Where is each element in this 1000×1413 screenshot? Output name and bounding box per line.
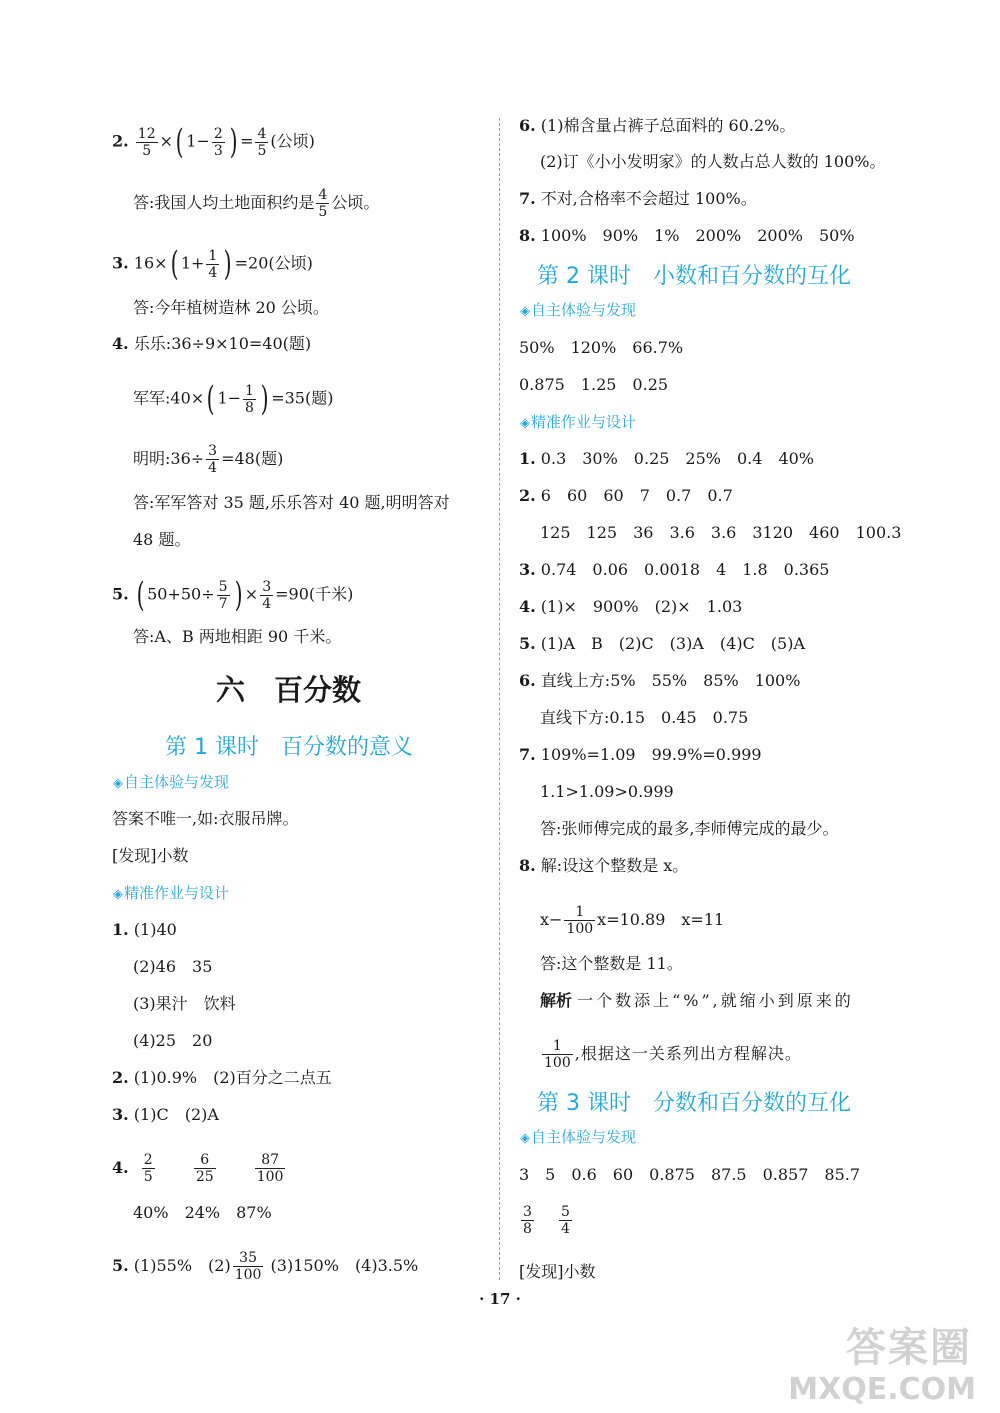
fraction: $\frac{5}{4}$: [561, 1204, 570, 1237]
fraction: $\frac{1}{100}$: [566, 904, 594, 937]
page-number: · 17 ·: [479, 1290, 521, 1308]
question-2: 2. (1)0.9% (2)百分之二点五: [112, 1068, 332, 1087]
problem-5-answer: 答:A、B 两地相距 90 千米。: [133, 627, 342, 646]
fraction: $\frac{2}{5}$: [143, 1152, 153, 1185]
text-line: [发现]小数: [519, 1262, 596, 1281]
exercise-7-row-2: 1.1>1.09>0.999: [540, 782, 674, 801]
lesson-3-title: 第 3 课时 分数和百分数的互化: [537, 1091, 851, 1116]
fraction: $\frac{1}{4}$: [208, 247, 218, 281]
problem-4-line-1: 4. 乐乐:36÷9×10=40(题): [112, 334, 312, 353]
fraction: $\frac{4}{5}$: [257, 125, 267, 159]
section-heading: ◈自主体验与发现: [520, 1128, 637, 1146]
diamond-icon: ◈: [113, 887, 123, 902]
exercise-3: 3. 0.74 0.06 0.0018 4 1.8 0.365: [519, 560, 830, 579]
exercise-2-row-2: 125 125 36 3.6 3.6 3120 460 100.3: [540, 523, 902, 542]
fraction: $\frac{35}{100}$: [234, 1250, 262, 1283]
chapter-title: 六 百分数: [216, 673, 362, 707]
fraction: $\frac{4}{5}$: [318, 187, 328, 220]
diamond-icon: ◈: [520, 416, 530, 431]
lesson-1-title: 第 1 课时 百分数的意义: [165, 735, 413, 760]
text-line: 0.875 1.25 0.25: [519, 375, 669, 394]
exercise-8-answer: 答:这个整数是 11。: [540, 954, 683, 973]
fraction: $\frac{3}{4}$: [262, 578, 272, 612]
question-4-row-2: 40% 24% 87%: [133, 1203, 272, 1222]
exercise-7: 7. 109%=1.09 99.9%=0.999: [519, 745, 762, 764]
problem-4-answer-cont: 48 题。: [133, 530, 191, 549]
watermark-text: 答案圈: [846, 1325, 972, 1371]
exercise-2: 2. 6 60 60 7 0.7 0.7: [519, 486, 733, 505]
exercise-6: 6. 直线上方:5% 55% 85% 100%: [519, 671, 801, 690]
exercise-1: 1. 0.3 30% 0.25 25% 0.4 40%: [519, 449, 815, 468]
question-1-b: (2)46 35: [133, 957, 213, 976]
exercise-8: 8. 解:设这个整数是 x。: [519, 856, 689, 875]
problem-4-line-2: 军军:40×( 1− $\frac{1}{8}$ ) =35(题): [133, 379, 334, 419]
question-1-d: (4)25 20: [133, 1031, 213, 1050]
problem-4-line-3: 明明:36÷ $\frac{3}{4}$ =48(题): [133, 443, 284, 476]
diamond-icon: ◈: [520, 304, 530, 319]
analysis-cont: $\frac{1}{100}$ ,根据这一关系列出方程解决。: [544, 1038, 802, 1071]
text-line: 50% 120% 66.7%: [519, 338, 684, 357]
question-1: 1. (1)40: [112, 920, 177, 939]
exercise-7-answer: 答:张师傅完成的最多,李师傅完成的最少。: [540, 819, 839, 838]
section-heading: ◈自主体验与发现: [113, 773, 230, 791]
fraction: $\frac{12}{5}$: [137, 125, 156, 159]
analysis-label: 解析: [540, 991, 573, 1010]
question-1-c: (3)果汁 饮料: [133, 994, 236, 1013]
problem-2-answer: 答:我国人均土地面积约是 $\frac{4}{5}$ 公顷。: [133, 187, 380, 220]
fraction: $\frac{3}{4}$: [208, 443, 218, 476]
problem-3-equation: 3. 16×( 1+ $\frac{1}{4}$ ) =20(公顷): [112, 244, 313, 284]
question-8: 8. 100% 90% 1% 200% 200% 50%: [519, 226, 855, 245]
fraction: $\frac{1}{100}$: [544, 1038, 571, 1071]
watermark-url: MXQE.COM: [788, 1372, 976, 1407]
problem-3-answer: 答:今年植树造林 20 公顷。: [133, 298, 329, 317]
fraction: $\frac{1}{8}$: [245, 382, 254, 416]
question-4: 4. $\frac{2}{5}$ $\frac{6}{25}$ $\frac{87}{100}$: [112, 1152, 284, 1185]
problem-4-answer: 答:军军答对 35 题,乐乐答对 40 题,明明答对: [133, 493, 450, 512]
question-3: 3. (1)C (2)A: [112, 1105, 219, 1124]
section-heading: ◈精准作业与设计: [113, 884, 230, 902]
fraction: $\frac{3}{8}$: [523, 1204, 532, 1237]
fraction: $\frac{6}{25}$: [195, 1152, 214, 1185]
text-line: [发现]小数: [112, 846, 189, 865]
diamond-icon: ◈: [113, 776, 123, 791]
exercise-6-row-2: 直线下方:0.15 0.45 0.75: [540, 708, 749, 727]
question-7: 7. 不对,合格率不会超过 100%。: [519, 189, 757, 208]
fraction: $\frac{87}{100}$: [256, 1152, 284, 1185]
lesson-2-title: 第 2 课时 小数和百分数的互化: [537, 264, 851, 289]
text-line: 3 5 0.6 60 0.875 87.5 0.857 85.7: [519, 1165, 861, 1184]
question-6-b: (2)订《小小发明家》的人数占总人数的 100%。: [540, 152, 886, 171]
fraction-line: [519, 1204, 574, 1237]
fraction: $\frac{2}{3}$: [213, 125, 223, 159]
analysis: 解析 一个数添上“%”,就缩小到原来的: [540, 991, 854, 1010]
text-line: 答案不唯一,如:衣服吊牌。: [112, 809, 299, 828]
diamond-icon: ◈: [520, 1131, 530, 1146]
problem-5-equation: 5. ( 50+50÷ $\frac{5}{7}$ ) × $\frac{3}{4}$ =90(千米): [112, 575, 354, 615]
watermark-logo: [786, 1300, 986, 1408]
fraction: $\frac{5}{7}$: [218, 578, 228, 612]
exercise-8-equation: x− $\frac{1}{100}$ x=10.89 x=11: [540, 904, 725, 937]
column-divider: [499, 118, 500, 1280]
question-6: 6. (1)棉含量占裤子总面料的 60.2%。: [519, 116, 796, 135]
problem-2-equation: 2. $\frac{12}{5}$ ×( 1− $\frac{2}{3}$ ) = $\frac{4}{5}$ (公顷): [112, 122, 315, 162]
exercise-5: 5. (1)A B (2)C (3)A (4)C (5)A: [519, 634, 806, 653]
section-heading: ◈精准作业与设计: [520, 413, 637, 431]
section-heading: ◈自主体验与发现: [520, 301, 637, 319]
exercise-4: 4. (1)× 900% (2)× 1.03: [519, 597, 743, 616]
question-5: 5. (1)55% (2) $\frac{35}{100}$ (3)150% (4)3.5%: [112, 1250, 419, 1283]
